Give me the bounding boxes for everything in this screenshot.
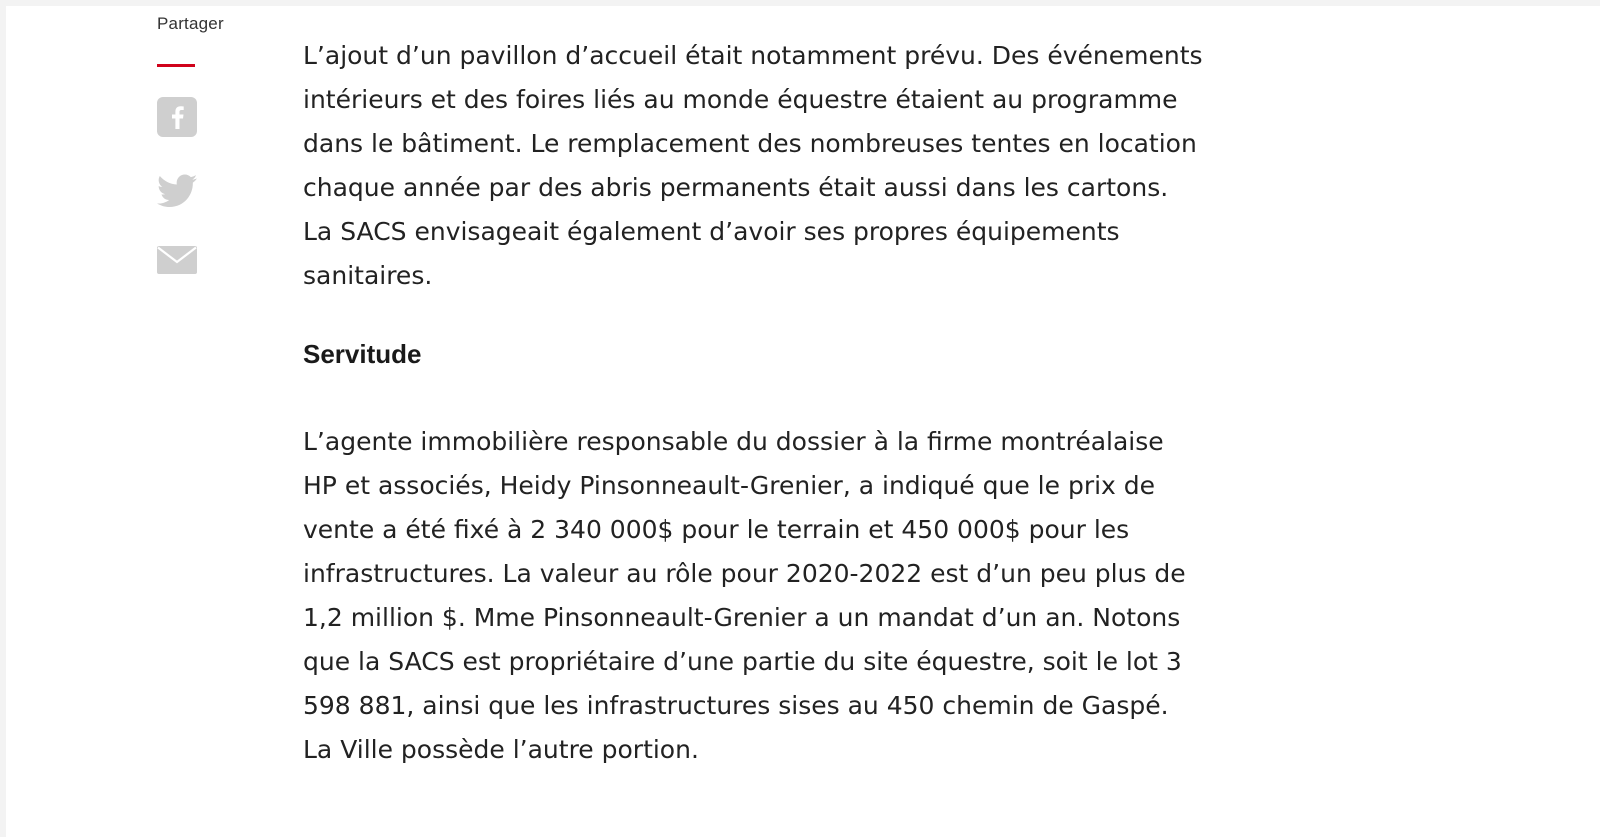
twitter-icon	[157, 174, 197, 208]
facebook-icon	[157, 97, 197, 137]
article-paragraph: L’agente immobilière responsable du dossier à la firme montréalaise HP et associés, Heidy Pinsonneault-Grenier, a indiqué que le prix de vente a été fixé à 2 340 000$ pour le terrain et 450 000$ pour les infrastructures. La valeur au rôle pour 2020-2022 est d’un peu plus de 1,2 million $. Mme Pinsonneault-Grenier a un mandat d’un an. Notons que la SACS est propriétaire d’une partie du site équestre, soit le lot 3 598 881, ainsi que les infrastructures sises au 450 chemin de Gaspé. La Ville possède l’autre portion.	[303, 427, 1186, 764]
section-heading: Servitude	[303, 339, 422, 369]
article-paragraph: L’ajout d’un pavillon d’accueil était notamment prévu. Des événements intérieurs et des foires liés au monde équestre étaient au programme dans le bâtiment. Le remplacement des nombreuses tentes en location chaque année par des abris permanents était aussi dans les cartons. La SACS envisageait également d’avoir ses propres équipements sanitaires.	[303, 41, 1203, 290]
share-bar	[157, 14, 224, 274]
email-icon	[157, 246, 197, 274]
article-page	[6, 6, 1600, 837]
article-body	[303, 34, 1203, 772]
share-divider	[157, 64, 195, 67]
twitter-share-button[interactable]	[157, 174, 197, 208]
share-label: Partager	[157, 14, 224, 33]
email-share-button[interactable]	[157, 246, 197, 274]
facebook-share-button[interactable]	[157, 97, 197, 137]
